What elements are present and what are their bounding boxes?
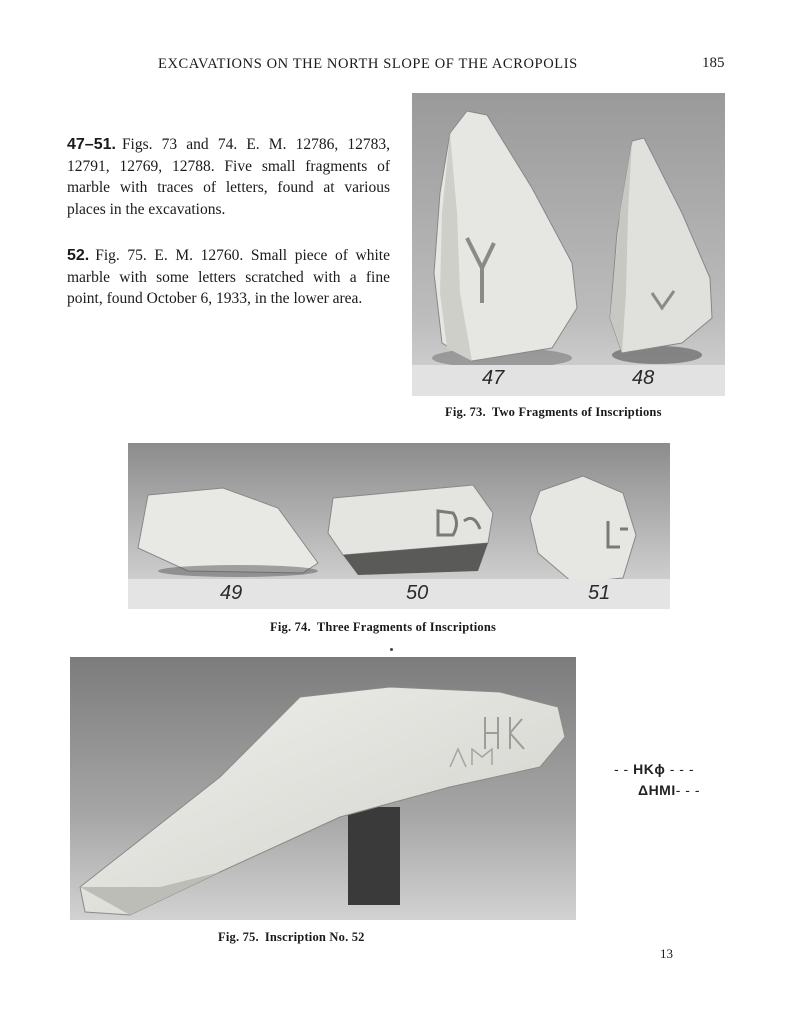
transcription-letters: ΔΗΜΙ	[638, 782, 676, 798]
entry-text: Figs. 73 and 74. E. M. 12786, 12783, 12791, 12769, 12788. Five small fragments of marble with traces of letters, found at various places in the excavations.	[67, 136, 390, 218]
figure-74-caption	[270, 620, 496, 635]
catalogue-entry-52	[67, 245, 390, 310]
fragment-label-51: 51	[588, 582, 611, 604]
fragment-label-50: 50	[406, 582, 429, 604]
figure-73-photo	[412, 93, 725, 396]
figure-caption-text: Two Fragments of Inscriptions	[491, 405, 662, 419]
figure-label: Fig. 75.	[218, 930, 259, 944]
transcription-letters: ΗΚϕ	[633, 761, 666, 777]
fragment-label-48: 48	[632, 367, 655, 389]
figure-caption-text: Three Fragments of Inscriptions	[316, 620, 497, 634]
figure-label: Fig. 74.	[270, 620, 311, 634]
figure-75-caption	[218, 930, 365, 945]
figure-73-caption	[445, 405, 662, 420]
entry-number: 52.	[67, 247, 90, 264]
stray-mark	[390, 648, 393, 651]
figure-label: Fig. 73.	[445, 405, 486, 419]
figure-caption-text: Inscription No. 52	[264, 930, 365, 944]
entry-text: Fig. 75. E. M. 12760. Small piece of white marble with some letters scratched with a fine point, found October 6, 1933, in the lower area.	[67, 247, 390, 307]
fragment-label-49: 49	[220, 582, 243, 604]
figure-74-photo	[128, 443, 670, 609]
page-number: 185	[702, 55, 725, 71]
transcription-dashes: - - -	[665, 761, 694, 777]
transcription-line-2	[638, 782, 700, 798]
signature-mark: 13	[660, 946, 673, 961]
running-title: EXCAVATIONS ON THE NORTH SLOPE OF THE ACROPOLIS	[158, 56, 578, 72]
catalogue-entry-47-51	[67, 134, 390, 220]
transcription-dashes: - -	[614, 761, 634, 777]
transcription-dashes: - - -	[675, 782, 700, 798]
transcription-line-1	[614, 761, 694, 777]
fragment-label-47: 47	[482, 367, 505, 389]
entry-number: 47–51.	[67, 136, 116, 153]
marble-fragments-47-48-image	[412, 93, 725, 396]
figure-75-photo	[70, 657, 576, 920]
marble-piece-52-image	[70, 657, 576, 920]
